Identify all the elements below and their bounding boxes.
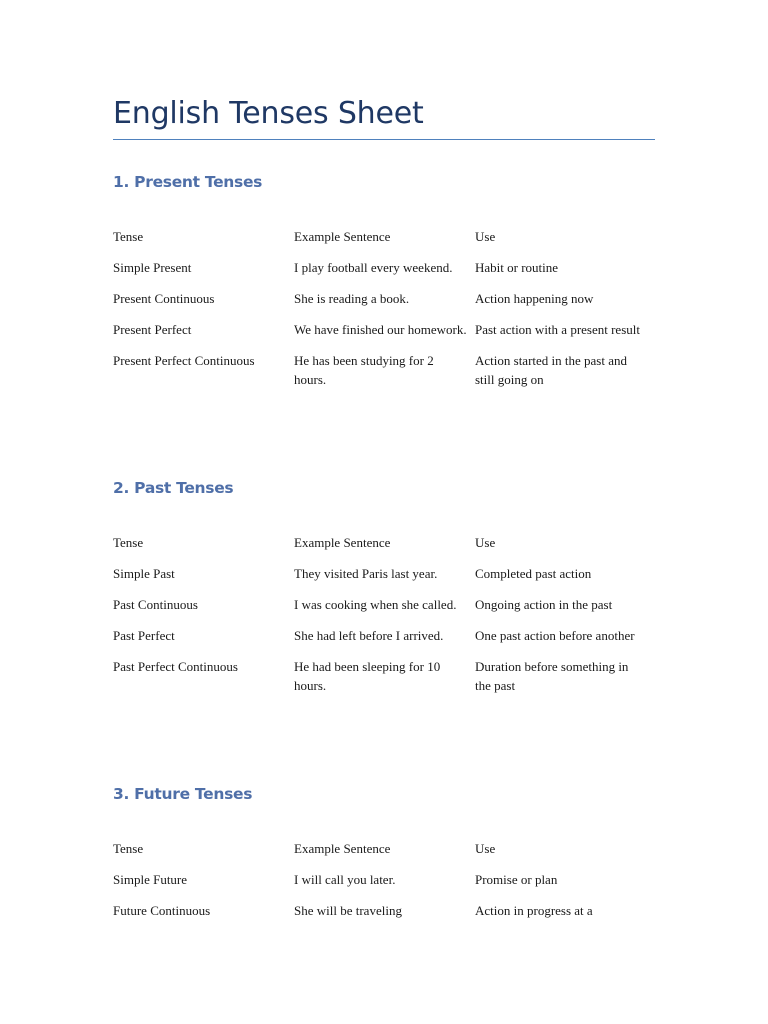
table-row bbox=[113, 564, 655, 583]
column-header: Tense bbox=[113, 229, 144, 244]
tense-cell: Present Continuous bbox=[113, 291, 215, 306]
example-cell: She had left before I arrived. bbox=[294, 628, 444, 643]
table-row bbox=[113, 901, 655, 920]
example-cell: I will call you later. bbox=[294, 872, 396, 887]
section-future-tenses bbox=[113, 784, 655, 932]
use-cell: Ongoing action in the past bbox=[475, 597, 613, 612]
example-cell: He had been sleeping for 10 hours. bbox=[294, 659, 441, 693]
use-cell: Promise or plan bbox=[475, 872, 558, 887]
tense-cell: Simple Present bbox=[113, 260, 192, 275]
table-row bbox=[113, 289, 655, 308]
use-cell: Action happening now bbox=[475, 291, 594, 306]
use-cell: Action in progress at a bbox=[475, 903, 593, 918]
example-cell: They visited Paris last year. bbox=[294, 566, 438, 581]
use-cell: One past action before another bbox=[475, 628, 635, 643]
column-header: Example Sentence bbox=[294, 535, 391, 550]
table-header-row bbox=[113, 227, 655, 246]
table-row bbox=[113, 657, 655, 695]
example-cell: I play football every weekend. bbox=[294, 260, 453, 275]
table-row bbox=[113, 320, 655, 339]
section-present-tenses bbox=[113, 172, 655, 401]
tenses-table bbox=[113, 227, 655, 389]
table-row bbox=[113, 258, 655, 277]
column-header: Use bbox=[475, 229, 496, 244]
example-cell: She will be traveling bbox=[294, 903, 402, 918]
example-cell: I was cooking when she called. bbox=[294, 597, 457, 612]
table-header-row bbox=[113, 533, 655, 552]
column-header: Use bbox=[475, 535, 496, 550]
column-header: Tense bbox=[113, 841, 144, 856]
section-heading: 2. Past Tenses bbox=[113, 479, 234, 497]
use-cell: Action started in the past and still going on bbox=[475, 353, 627, 387]
example-cell: We have finished our homework. bbox=[294, 322, 467, 337]
table-row bbox=[113, 595, 655, 614]
use-cell: Habit or routine bbox=[475, 260, 559, 275]
title-underline bbox=[113, 139, 655, 140]
example-cell: She is reading a book. bbox=[294, 291, 410, 306]
tenses-table bbox=[113, 533, 655, 695]
section-heading: 3. Future Tenses bbox=[113, 785, 253, 803]
tense-cell: Past Perfect Continuous bbox=[113, 659, 238, 674]
column-header: Example Sentence bbox=[294, 229, 391, 244]
tense-cell: Simple Past bbox=[113, 566, 175, 581]
table-row bbox=[113, 626, 655, 645]
tenses-table bbox=[113, 839, 655, 920]
tense-cell: Present Perfect bbox=[113, 322, 192, 337]
use-cell: Past action with a present result bbox=[475, 322, 640, 337]
tense-cell: Past Perfect bbox=[113, 628, 175, 643]
use-cell: Duration before something in the past bbox=[475, 659, 629, 693]
section-heading: 1. Present Tenses bbox=[113, 173, 263, 191]
tense-cell: Simple Future bbox=[113, 872, 188, 887]
section-past-tenses bbox=[113, 478, 655, 707]
use-cell: Completed past action bbox=[475, 566, 592, 581]
tense-cell: Future Continuous bbox=[113, 903, 211, 918]
table-row bbox=[113, 351, 655, 389]
tense-cell: Present Perfect Continuous bbox=[113, 353, 255, 368]
table-row bbox=[113, 870, 655, 889]
table-header-row bbox=[113, 839, 655, 858]
column-header: Use bbox=[475, 841, 496, 856]
column-header: Example Sentence bbox=[294, 841, 391, 856]
column-header: Tense bbox=[113, 535, 144, 550]
example-cell: He has been studying for 2 hours. bbox=[294, 353, 434, 387]
page-title: English Tenses Sheet bbox=[113, 96, 424, 131]
tense-cell: Past Continuous bbox=[113, 597, 198, 612]
